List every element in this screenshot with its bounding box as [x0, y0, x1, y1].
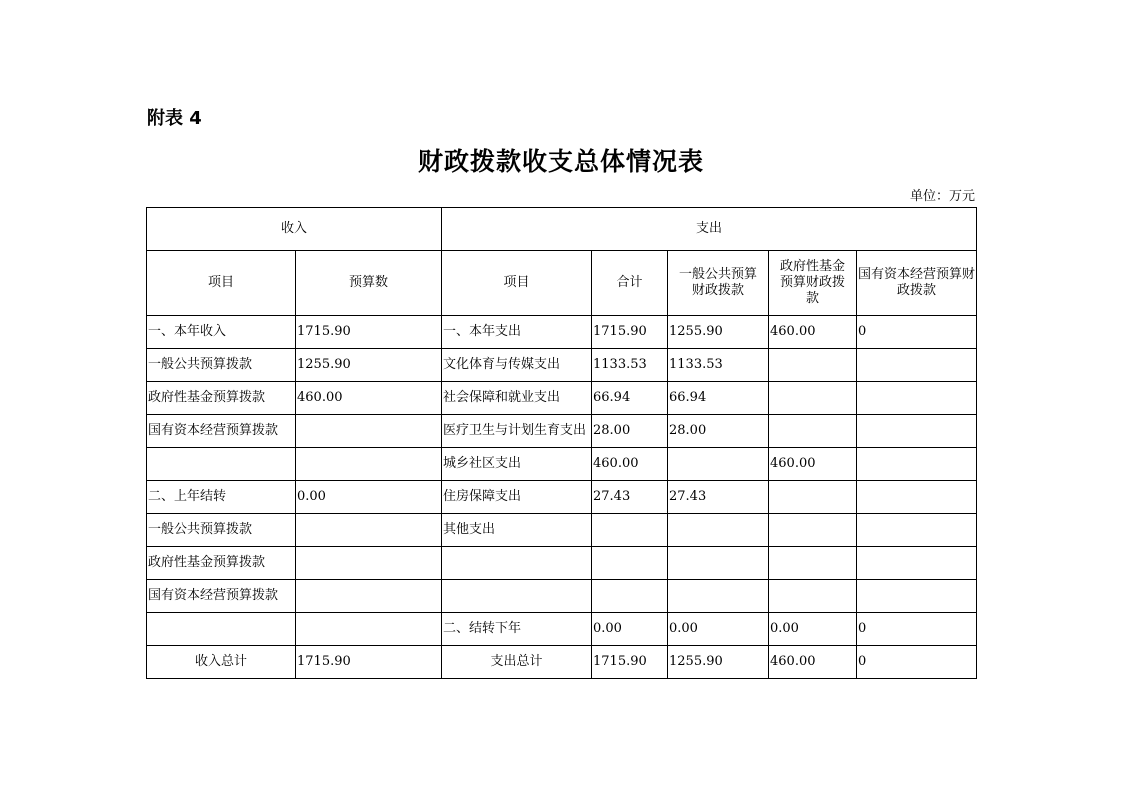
- cell-expense-item: 支出总计: [442, 646, 592, 679]
- col-fund-budget: 政府性基金预算财政拨款: [769, 251, 857, 316]
- cell-total: 1715.90: [592, 646, 668, 679]
- cell-income-budget: 1715.90: [296, 316, 442, 349]
- cell-expense-item: [442, 580, 592, 613]
- table-row: [147, 613, 977, 646]
- cell-general-budget: 28.00: [668, 415, 769, 448]
- cell-general-budget: 1255.90: [668, 316, 769, 349]
- table-row: [147, 415, 977, 448]
- cell-income-budget: [296, 580, 442, 613]
- table-row: [147, 580, 977, 613]
- cell-state-capital-budget: 0: [857, 646, 977, 679]
- cell-income-budget: 460.00: [296, 382, 442, 415]
- cell-total: 0.00: [592, 613, 668, 646]
- table-row: [147, 514, 977, 547]
- page-title: 财政拨款收支总体情况表: [417, 147, 704, 176]
- cell-general-budget: 1255.90: [668, 646, 769, 679]
- cell-state-capital-budget: [857, 415, 977, 448]
- table-row: [147, 349, 977, 382]
- cell-income-item: [147, 613, 296, 646]
- cell-income-budget: 0.00: [296, 481, 442, 514]
- cell-income-item: [147, 448, 296, 481]
- cell-income-budget: [296, 613, 442, 646]
- cell-expense-item: 文化体育与传媒支出: [442, 349, 592, 382]
- table-row: [147, 547, 977, 580]
- cell-fund-budget: [769, 415, 857, 448]
- table-row: [147, 481, 977, 514]
- unit-label: 单位：万元: [909, 189, 975, 204]
- section-header-row: [147, 208, 977, 251]
- cell-total: 27.43: [592, 481, 668, 514]
- cell-state-capital-budget: [857, 481, 977, 514]
- cell-fund-budget: [769, 382, 857, 415]
- cell-expense-item: 住房保障支出: [442, 481, 592, 514]
- cell-fund-budget: [769, 580, 857, 613]
- cell-income-item: 收入总计: [147, 646, 296, 679]
- cell-state-capital-budget: [857, 514, 977, 547]
- cell-total: 1133.53: [592, 349, 668, 382]
- cell-general-budget: 66.94: [668, 382, 769, 415]
- appendix-label: 附表 4: [147, 108, 202, 129]
- cell-income-budget: [296, 547, 442, 580]
- cell-expense-item: 社会保障和就业支出: [442, 382, 592, 415]
- cell-income-budget: [296, 448, 442, 481]
- expense-header: 支出: [442, 208, 977, 251]
- cell-income-item: 一般公共预算拨款: [147, 514, 296, 547]
- cell-state-capital-budget: [857, 547, 977, 580]
- total-row: [147, 646, 977, 679]
- cell-fund-budget: [769, 514, 857, 547]
- table-row: [147, 448, 977, 481]
- cell-expense-item: [442, 547, 592, 580]
- cell-general-budget: [668, 448, 769, 481]
- cell-expense-item: 城乡社区支出: [442, 448, 592, 481]
- cell-expense-item: 医疗卫生与计划生育支出: [442, 415, 592, 448]
- cell-fund-budget: 0.00: [769, 613, 857, 646]
- cell-state-capital-budget: 0: [857, 613, 977, 646]
- cell-state-capital-budget: [857, 448, 977, 481]
- cell-general-budget: [668, 580, 769, 613]
- col-general-budget: 一般公共预算财政拨款: [668, 251, 769, 316]
- cell-total: 28.00: [592, 415, 668, 448]
- cell-total: 66.94: [592, 382, 668, 415]
- cell-income-item: 政府性基金预算拨款: [147, 382, 296, 415]
- cell-state-capital-budget: 0: [857, 316, 977, 349]
- cell-income-budget: [296, 514, 442, 547]
- cell-state-capital-budget: [857, 382, 977, 415]
- column-header-row: [147, 251, 977, 316]
- col-state-capital-budget: 国有资本经营预算财政拨款: [857, 251, 977, 316]
- cell-expense-item: 二、结转下年: [442, 613, 592, 646]
- cell-fund-budget: 460.00: [769, 316, 857, 349]
- cell-expense-item: 其他支出: [442, 514, 592, 547]
- cell-income-item: 国有资本经营预算拨款: [147, 580, 296, 613]
- cell-general-budget: 1133.53: [668, 349, 769, 382]
- cell-fund-budget: 460.00: [769, 646, 857, 679]
- cell-income-item: 政府性基金预算拨款: [147, 547, 296, 580]
- cell-fund-budget: [769, 349, 857, 382]
- table-row: [147, 316, 977, 349]
- cell-income-item: 二、上年结转: [147, 481, 296, 514]
- cell-general-budget: 27.43: [668, 481, 769, 514]
- cell-total: 1715.90: [592, 316, 668, 349]
- income-header: 收入: [147, 208, 442, 251]
- cell-income-item: 一、本年收入: [147, 316, 296, 349]
- table-row: [147, 382, 977, 415]
- cell-income-item: 一般公共预算拨款: [147, 349, 296, 382]
- cell-general-budget: 0.00: [668, 613, 769, 646]
- cell-income-budget: 1255.90: [296, 349, 442, 382]
- cell-total: [592, 580, 668, 613]
- cell-fund-budget: [769, 547, 857, 580]
- cell-general-budget: [668, 514, 769, 547]
- cell-total: [592, 547, 668, 580]
- cell-fund-budget: 460.00: [769, 448, 857, 481]
- col-income-budget: 预算数: [296, 251, 442, 316]
- cell-expense-item: 一、本年支出: [442, 316, 592, 349]
- col-income-item: 项目: [147, 251, 296, 316]
- col-expense-item: 项目: [442, 251, 592, 316]
- cell-state-capital-budget: [857, 349, 977, 382]
- cell-state-capital-budget: [857, 580, 977, 613]
- col-total: 合计: [592, 251, 668, 316]
- cell-income-item: 国有资本经营预算拨款: [147, 415, 296, 448]
- cell-general-budget: [668, 547, 769, 580]
- cell-income-budget: 1715.90: [296, 646, 442, 679]
- cell-income-budget: [296, 415, 442, 448]
- budget-table: [146, 207, 977, 679]
- cell-total: 460.00: [592, 448, 668, 481]
- cell-fund-budget: [769, 481, 857, 514]
- cell-total: [592, 514, 668, 547]
